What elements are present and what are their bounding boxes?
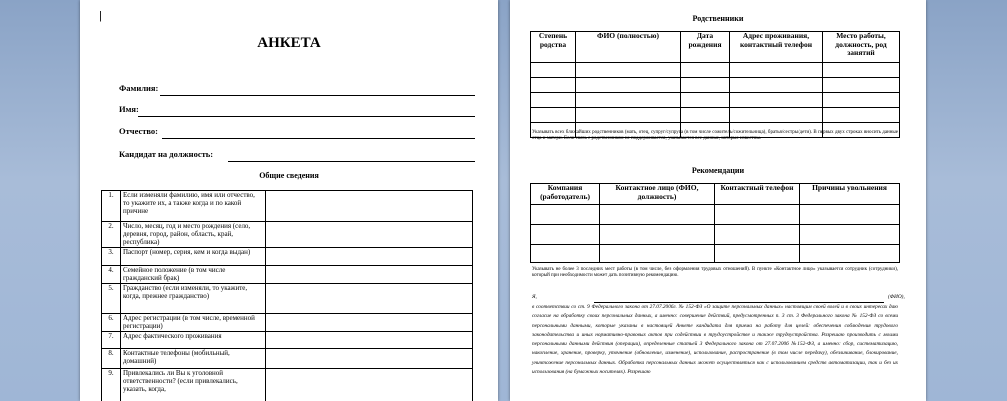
row-number: 7. [102,332,121,349]
table-cell[interactable] [800,245,900,263]
row-question: Адрес регистрации (в том числе, временной регистрации) [121,314,266,332]
row-answer-cell[interactable] [266,284,473,314]
column-header: Контактный телефон [715,184,800,205]
column-header: Причины увольнения [800,184,900,205]
table-cell[interactable] [531,78,576,93]
relatives-note: Указывать всех ближайших родственников (мать, отец, супруг/супруга (в том числе сожитель/сожительница), братья/сестры/дети). В первых двух строках вносить данные отца и матери. Если связь с родственником не поддерживается, указывается все данные, которые известны. [532,130,898,142]
table-row [102,284,473,314]
table-cell[interactable] [600,245,715,263]
row-number: 4. [102,266,121,284]
table-cell[interactable] [823,108,900,123]
row-answer-cell[interactable] [266,332,473,349]
table-cell[interactable] [730,93,823,108]
relatives-table [530,31,900,138]
table-header-row [531,184,900,205]
table-cell[interactable] [800,225,900,245]
consent-start: Я, [532,294,537,300]
table-cell[interactable] [576,93,681,108]
table-row [102,248,473,266]
table-cell[interactable] [576,108,681,123]
table-row [531,108,900,123]
table-row [102,266,473,284]
table-cell[interactable] [681,108,730,123]
field-label-name: Имя: [119,104,139,114]
field-line-position[interactable] [228,161,475,162]
field-label-surname: Фамилия: [119,83,159,93]
column-header: Дата рождения [681,32,730,63]
row-question: Если изменяли фамилию, имя или отчество, то укажите их, а также когда и по какой причине [121,191,266,222]
table-cell[interactable] [531,205,600,225]
text-cursor: | [99,10,102,22]
row-number: 2. [102,222,121,248]
table-cell[interactable] [730,78,823,93]
section-title-general: Общие сведения [259,171,319,180]
row-question: Контактные телефоны (мобильный, домашний) [121,349,266,369]
table-row [531,225,900,245]
table-cell[interactable] [531,225,600,245]
table-row [531,63,900,78]
general-info-table [101,190,473,401]
table-header-row [531,32,900,63]
table-cell[interactable] [681,78,730,93]
table-cell[interactable] [715,225,800,245]
field-line-name[interactable] [138,116,475,117]
table-cell[interactable] [531,108,576,123]
column-header: Компания (работодатель) [531,184,600,205]
table-cell[interactable] [715,205,800,225]
row-question: Гражданство (если изменяли, то укажите, когда, прежнее гражданство) [121,284,266,314]
row-question: Привлекались ли Вы к уголовной ответственности? (если привлекались, указать, когда, [121,369,266,401]
table-row [102,314,473,332]
row-answer-cell[interactable] [266,369,473,401]
table-cell[interactable] [681,93,730,108]
table-cell[interactable] [715,245,800,263]
table-cell[interactable] [531,93,576,108]
field-label-position: Кандидат на должность: [119,149,214,159]
row-answer-cell[interactable] [266,222,473,248]
field-line-patronymic[interactable] [162,138,475,139]
field-line-surname[interactable] [160,95,475,96]
row-question: Паспорт (номер, серия, кем и когда выдан) [121,248,266,266]
table-row [102,332,473,349]
table-row [102,191,473,222]
consent-text: в соответствии со ст. 9 Федерального закона от 27.07.2006г. № 152-ФЗ «О защите персональных данных» настоящим своей волей и в своих интересах даю согласие на обработку своих персональных данных, а именно: совершение действий, предусмотренных п. 3 ст. 3 Федерального закона № 152-ФЗ со всеми персональными данными, которые указаны в настоящей Анкете кандидата для приема на работу для целей: обеспечения соблюдения трудового законодательства и иных нормативно-правовых актов при содействии в трудоустройстве и также трудоустройства. Разрешаю производить с моими персональными данными действия (операции), определенные статьей 3 Федерального закона от 27.07.2006 №152-ФЗ, а именно: сбор, систематизацию, накопление, хранение, проверку, уточнение (обновление, изменение), использование, распространение (в том числе передачу), обезличивание, блокирование, уничтожение персональных данных. Обработка персональных данных может осуществляться как с использованием средств автоматизации, так и без их использования (на бумажных носителях). Разрешаю [532,304,898,376]
consent-fio-label: (ФИО), [888,294,905,300]
recommendations-note: Указывать не более 3 последних мест работы (в том числе, без оформления трудовых отношений). В пункте «Контактное лицо» указывается сотрудник (сотрудники), который при необходимости может дать позитивную рекомендацию. [532,267,898,279]
row-number: 8. [102,349,121,369]
table-row [102,349,473,369]
table-row [102,369,473,401]
page-2 [510,0,926,401]
row-answer-cell[interactable] [266,248,473,266]
column-header: Адрес проживания, контактный телефон [730,32,823,63]
row-number: 9. [102,369,121,401]
row-number: 3. [102,248,121,266]
table-cell[interactable] [531,245,600,263]
table-cell[interactable] [531,63,576,78]
column-header: Контактное лицо (ФИО, должность) [600,184,715,205]
table-row [102,222,473,248]
field-label-patronymic: Отчество: [119,126,159,136]
table-cell[interactable] [823,93,900,108]
row-question: Семейное положение (в том числе гражданский брак) [121,266,266,284]
column-header: Место работы, должность, род занятий [823,32,900,63]
row-answer-cell[interactable] [266,349,473,369]
table-row [531,245,900,263]
table-cell[interactable] [823,78,900,93]
form-title: АНКЕТА [257,35,321,51]
page-1 [80,0,498,401]
table-row [531,205,900,225]
table-cell[interactable] [576,63,681,78]
row-number: 5. [102,284,121,314]
row-answer-cell[interactable] [266,314,473,332]
table-cell[interactable] [823,63,900,78]
table-cell[interactable] [681,63,730,78]
row-answer-cell[interactable] [266,191,473,222]
column-header: ФИО (полностью) [576,32,681,63]
table-cell[interactable] [730,63,823,78]
section-title-relatives: Родственники [692,14,744,23]
recommendations-table [530,183,900,263]
row-question: Адрес фактического проживания [121,332,266,349]
table-row [531,78,900,93]
table-cell[interactable] [800,205,900,225]
row-answer-cell[interactable] [266,266,473,284]
section-title-recommendations: Рекомендации [691,166,745,175]
table-row [531,93,900,108]
row-number: 6. [102,314,121,332]
table-cell[interactable] [600,225,715,245]
row-number: 1. [102,191,121,222]
table-cell[interactable] [730,108,823,123]
table-cell[interactable] [600,205,715,225]
table-cell[interactable] [576,78,681,93]
row-question: Число, месяц, год и место рождения (село, деревня, город, район, область, край, республика) [121,222,266,248]
column-header: Степень родства [531,32,576,63]
